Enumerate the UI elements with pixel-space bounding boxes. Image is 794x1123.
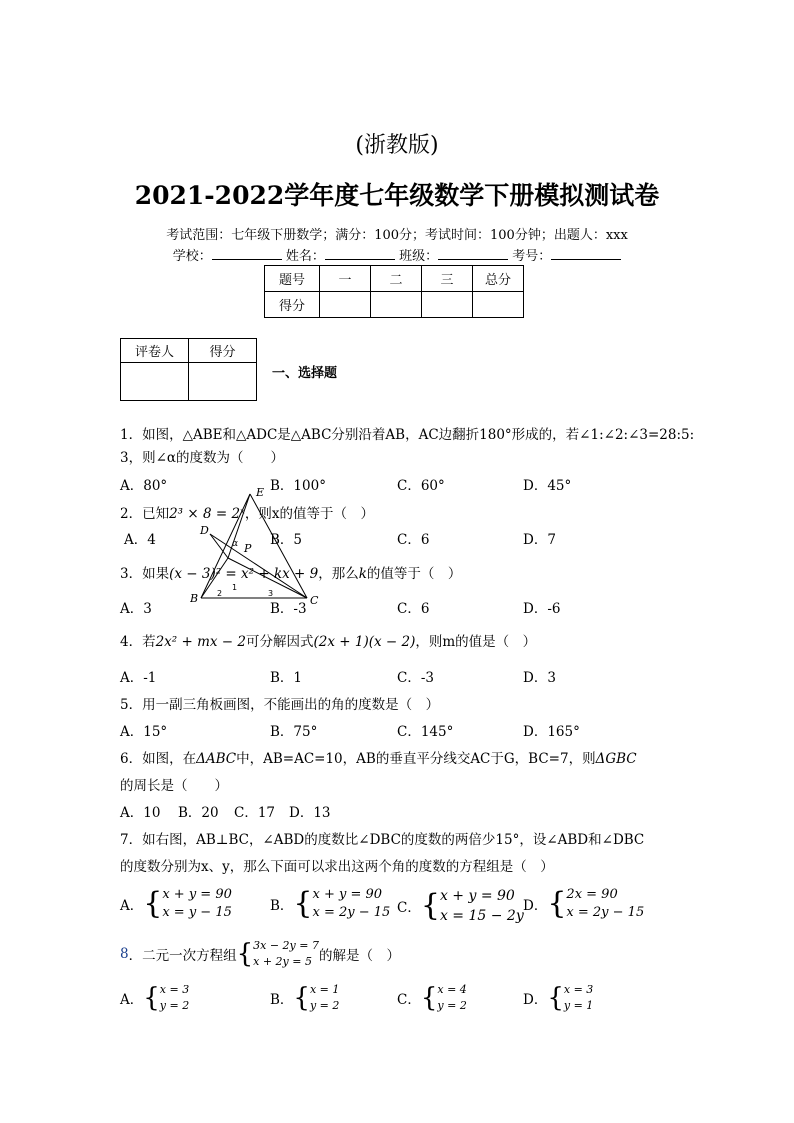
- option-8c-eq2: y = 2: [437, 999, 467, 1012]
- option-7b-eq2: x = 2y − 15: [312, 905, 391, 920]
- question-2-expr: 2³ × 8 = 2ˣ: [169, 506, 245, 522]
- question-5: 5．用一副三角板画图，不能画出的角的度数是（ ）: [120, 697, 440, 713]
- option-1d[interactable]: D．45°: [523, 478, 572, 494]
- score-header-cell: 总分: [473, 266, 524, 292]
- score-table: [264, 265, 524, 318]
- question-3-pre: 3．如果: [120, 566, 170, 582]
- score-header-cell: 题号: [265, 266, 320, 292]
- school-label: 学校：: [172, 249, 212, 264]
- option-7c-label: C．: [397, 900, 421, 916]
- option-7a-equations: [162, 886, 232, 922]
- option-5b[interactable]: B．75°: [270, 724, 318, 740]
- option-1b[interactable]: B．100°: [270, 478, 326, 494]
- option-7d-label: D．: [523, 898, 548, 914]
- option-7d-system: [523, 886, 644, 922]
- option-5d[interactable]: D．165°: [523, 724, 580, 740]
- question-4: [120, 630, 536, 650]
- brace-icon: {: [420, 983, 438, 1013]
- option-8d-eq1: x = 3: [563, 983, 594, 996]
- option-8a[interactable]: [120, 982, 189, 1014]
- question-4-mid: 可分解因式: [246, 634, 314, 650]
- question-4-expr1: 2x² + mx − 2: [155, 634, 247, 650]
- question-3-mid: ，那么: [318, 566, 359, 582]
- school-blank[interactable]: [212, 245, 282, 260]
- label-p: P: [244, 542, 252, 555]
- exam-title: 2021-2022学年度七年级数学下册模拟测试卷: [134, 181, 660, 210]
- reviewer-row: [121, 363, 257, 401]
- question-6-line1: [120, 747, 637, 767]
- option-1a[interactable]: A．80°: [120, 478, 168, 494]
- question-3: [120, 562, 461, 582]
- question-1-line2: 3，则∠α的度数为（ ）: [120, 450, 285, 466]
- option-2c[interactable]: C．6: [397, 532, 430, 548]
- label-d: D: [200, 524, 209, 537]
- option-6c[interactable]: C．17: [234, 805, 276, 821]
- option-4c[interactable]: C．-3: [397, 670, 434, 686]
- option-5c[interactable]: C．145°: [397, 724, 454, 740]
- brace-icon: {: [143, 886, 163, 921]
- option-7a-system: [120, 886, 232, 922]
- option-6b[interactable]: B．20: [178, 805, 219, 821]
- score-cell[interactable]: [473, 292, 524, 318]
- exam-edition: (浙教版): [355, 133, 439, 158]
- option-8b-eq2: y = 2: [309, 999, 340, 1012]
- reviewer-header-cell: 得分: [189, 339, 257, 363]
- reviewer-cell[interactable]: [121, 363, 189, 401]
- question-3-expr: (x − 3)² = x² + kx + 9: [169, 566, 319, 582]
- option-2b[interactable]: B．5: [270, 532, 303, 548]
- question-8: [120, 938, 400, 970]
- brace-icon: {: [293, 983, 310, 1013]
- option-8d-label: D．: [523, 992, 548, 1008]
- option-6d[interactable]: D．13: [289, 805, 331, 821]
- question-7-line1: 7．如右图，AB⊥BC，∠ABD的度数比∠DBC的度数的两倍少15°，设∠ABD和∠DBC: [120, 832, 645, 848]
- score-header-cell: 一: [320, 266, 371, 292]
- question-8-content: [120, 938, 400, 970]
- label-c: C: [310, 594, 319, 606]
- option-7b-label: B．: [270, 898, 294, 914]
- question-6-pre: 6．如图，在: [120, 751, 197, 767]
- option-7c-eq1: x + y = 90: [439, 888, 515, 904]
- option-8c-system: [397, 982, 467, 1014]
- label-alpha: α: [232, 539, 239, 549]
- option-6a[interactable]: A．10: [120, 805, 161, 821]
- brace-icon: {: [293, 886, 313, 921]
- option-8d-system: [523, 982, 593, 1014]
- score-cell[interactable]: [371, 292, 422, 318]
- exam-info: 考试范围：七年级下册数学；满分：100分；考试时间：100分钟；出题人：xxx: [166, 228, 628, 243]
- score-cell[interactable]: [320, 292, 371, 318]
- question-3-post: 的值等于（ ）: [366, 566, 462, 582]
- question-1-line1: 1．如图，△ABE和△ADC是△ABC分别沿着AB，AC边翻折180°形成的，若∠1:∠2:∠3=28:5:: [120, 427, 695, 443]
- name-label: 姓名：: [285, 249, 325, 264]
- question-2-pre: 2．已知: [120, 506, 170, 522]
- option-7d-eq1: 2x = 90: [566, 887, 618, 902]
- reviewer-header: [121, 339, 257, 363]
- option-8d-eq2: y = 1: [563, 999, 594, 1012]
- option-8c-eq1: x = 4: [437, 983, 467, 996]
- option-8d-equations: [564, 982, 593, 1014]
- question-8-system: [253, 938, 319, 970]
- question-8-eq2: x + 2y = 5: [253, 955, 312, 968]
- option-4a[interactable]: A．-1: [120, 670, 157, 686]
- brace-icon: {: [236, 939, 254, 969]
- reviewer-table: [120, 338, 257, 401]
- option-8a-equations: [160, 982, 189, 1014]
- option-3c[interactable]: C．6: [397, 601, 430, 617]
- question-6-line2: 的周长是（ ）: [120, 778, 228, 794]
- question-4-post: ，则m的值是（ ）: [415, 634, 537, 650]
- score-row-label: 得分: [265, 292, 320, 318]
- score-header-cell: 三: [422, 266, 473, 292]
- option-2d[interactable]: D．7: [523, 532, 556, 548]
- option-7d[interactable]: [523, 886, 644, 922]
- brace-icon: {: [547, 886, 567, 921]
- option-8c[interactable]: [397, 982, 467, 1014]
- score-table-row: [265, 292, 524, 318]
- option-7c-eq2: x = 15 − 2y: [439, 908, 524, 924]
- option-7b-equations: [313, 886, 391, 922]
- question-8-pre: ．二元一次方程组: [128, 948, 237, 964]
- brace-icon: {: [420, 888, 440, 923]
- option-3b[interactable]: B．-3: [270, 601, 307, 617]
- label-e: E: [256, 486, 265, 499]
- question-2: [120, 502, 374, 522]
- question-3-var: k: [358, 566, 367, 582]
- option-8a-eq1: x = 3: [159, 983, 190, 996]
- option-8d[interactable]: [523, 982, 593, 1014]
- class-blank[interactable]: [438, 245, 508, 260]
- reviewer-header-cell: 评卷人: [121, 339, 189, 363]
- option-4b[interactable]: B．1: [270, 670, 303, 686]
- option-7b[interactable]: [270, 886, 390, 922]
- name-blank[interactable]: [325, 245, 395, 260]
- option-8b-label: B．: [270, 992, 294, 1008]
- option-3d[interactable]: D．-6: [523, 601, 561, 617]
- option-8c-equations: [437, 982, 466, 1014]
- label-b: B: [190, 592, 199, 605]
- option-7a[interactable]: [120, 886, 232, 922]
- brace-icon: {: [547, 983, 564, 1013]
- question-6-tri1: ΔABC: [196, 751, 237, 767]
- option-8c-label: C．: [397, 992, 421, 1008]
- label-angle-1: 1: [232, 583, 238, 592]
- score-header-cell: 二: [371, 266, 422, 292]
- section-heading: 一、选择题: [272, 366, 338, 381]
- reviewer-cell[interactable]: [189, 363, 257, 401]
- option-7a-eq1: x + y = 90: [162, 887, 232, 902]
- option-7a-label: A．: [120, 898, 144, 914]
- class-label: 班级：: [399, 249, 439, 264]
- question-2-post: ，则x的值等于（ ）: [244, 506, 374, 522]
- option-8a-eq2: y = 2: [159, 999, 190, 1012]
- question-8-post: 的解是（ ）: [318, 948, 400, 964]
- option-7b-eq1: x + y = 90: [312, 887, 383, 902]
- question-6-mid: 中，AB=AC=10，AB的垂直平分线交AC于G，BC=7，则: [236, 751, 596, 767]
- option-7c-system: [397, 886, 524, 926]
- option-7b-system: [270, 886, 390, 922]
- question-4-expr2: (2x + 1)(x − 2): [313, 634, 416, 650]
- question-4-pre: 4．若: [120, 634, 156, 650]
- option-7c-equations: [440, 886, 524, 926]
- question-8-eq1: 3x − 2y = 7: [253, 939, 319, 952]
- option-4d[interactable]: D．3: [523, 670, 556, 686]
- option-8a-label: A．: [120, 992, 144, 1008]
- option-7c[interactable]: [397, 886, 524, 926]
- option-2a[interactable]: A．4: [124, 532, 156, 548]
- id-label: 考号：: [512, 249, 552, 264]
- option-8b-eq1: x = 1: [309, 983, 340, 996]
- student-info-line: [0, 245, 794, 264]
- option-8b-system: [270, 982, 339, 1014]
- label-angle-2: 2: [217, 589, 223, 598]
- question-7-line2: 的度数分别为x、y，那么下面可以求出这两个角的度数的方程组是（ ）: [120, 859, 554, 875]
- label-angle-3: 3: [268, 589, 274, 598]
- brace-icon: {: [143, 983, 160, 1013]
- score-cell[interactable]: [422, 292, 473, 318]
- option-8b[interactable]: [270, 982, 339, 1014]
- id-blank[interactable]: [551, 245, 621, 260]
- option-7a-eq2: x = y − 15: [162, 905, 232, 920]
- option-1c[interactable]: C．60°: [397, 478, 445, 494]
- option-7d-eq2: x = 2y − 15: [566, 905, 645, 920]
- score-table-header: [265, 266, 524, 292]
- option-3a[interactable]: A．3: [120, 601, 152, 617]
- option-7d-equations: [566, 886, 644, 922]
- option-5a[interactable]: A．15°: [120, 724, 168, 740]
- question-6-tri2: ΔGBC: [595, 751, 637, 767]
- option-8a-system: [120, 982, 189, 1014]
- option-8b-equations: [310, 982, 339, 1014]
- question-8-number: 8: [120, 946, 129, 962]
